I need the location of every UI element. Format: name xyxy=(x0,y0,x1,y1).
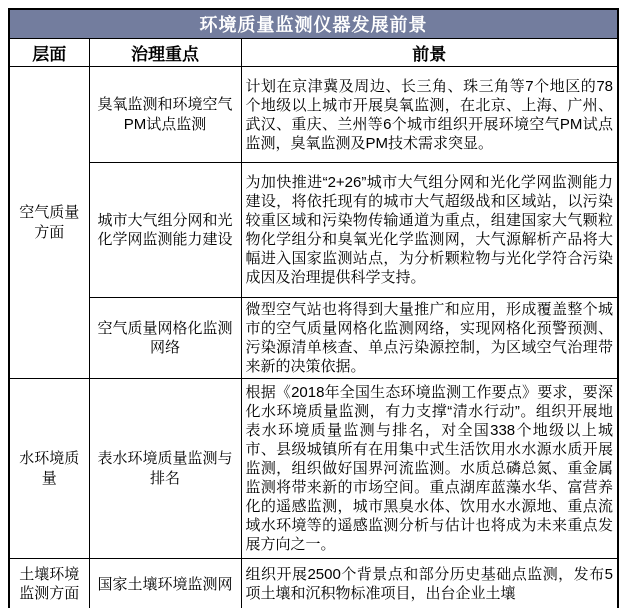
focus-cell: 国家土壤环境监测网 xyxy=(89,559,241,608)
level-cell-water: 水环境质量 xyxy=(9,379,89,559)
level-cell-soil: 土壤环境监测方面 xyxy=(9,559,89,608)
focus-cell: 臭氧监测和环境空气PM试点监测 xyxy=(89,67,241,163)
table-row xyxy=(9,67,618,163)
header-focus: 治理重点 xyxy=(89,39,241,67)
table-row xyxy=(9,559,618,608)
table-title: 环境质量监测仪器发展前景 xyxy=(9,9,618,39)
prospect-cell: 根据《2018年全国生态环境监测工作要点》要求，要深化水环境质量监测，有力支撑“清水行动”。组织开展地表水环境质量监测与排名，对全国338个地级以上城市、县级城镇所有在用集中式生活饮用水水源水质开展监测，组织做好国界河流监测。水质总磷总氮、重金属监测将带来新的市场空间。重点湖库蓝藻水华、富营养化的遥感监测，城市黑臭水体、饮用水水源地、重点流域水环境等的遥感监测分析与估计也将成为未来重点发展方向之一。 xyxy=(241,379,618,559)
header-row xyxy=(9,39,618,67)
prospects-table xyxy=(8,8,619,608)
title-row xyxy=(9,9,618,39)
focus-cell: 表水环境质量监测与排名 xyxy=(89,379,241,559)
prospect-cell: 微型空气站也将得到大量推广和应用，形成覆盖整个城市的空气质量网格化监测网络，实现网格化预警预测、污染源清单核查、单点污染源控制，为区域空气治理带来新的决策依据。 xyxy=(241,298,618,379)
header-level: 层面 xyxy=(9,39,89,67)
table-row xyxy=(9,298,618,379)
prospect-cell: 为加快推进“2+26”城市大气组分网和光化学网监测能力建设，将依托现有的城市大气超级战和区域站，以污染较重区域和污染物传输通道为重点，组建国家大气颗粒物化学组分和臭氧光化学监测网，大气源解析产品将大幅进入国家监测站点，为分析颗粒物与光化学符合污染成因及治理提供科学支持。 xyxy=(241,163,618,298)
table-row xyxy=(9,163,618,298)
prospect-cell: 组织开展2500个背景点和部分历史基础点监测，发布5项土壤和沉积物标准项目，出台企业土壤 xyxy=(241,559,618,608)
focus-cell: 空气质量网格化监测网络 xyxy=(89,298,241,379)
prospect-cell: 计划在京津冀及周边、长三角、珠三角等7个地区的78个地级以上城市开展臭氧监测，在北京、上海、广州、武汉、重庆、兰州等6个城市组织开展环境空气PM试点监测，臭氧监测及PM技术需求突显。 xyxy=(241,67,618,163)
focus-cell: 城市大气组分网和光化学网监测能力建设 xyxy=(89,163,241,298)
level-cell-air: 空气质量方面 xyxy=(9,67,89,379)
table-row xyxy=(9,379,618,559)
header-prospect: 前景 xyxy=(241,39,618,67)
